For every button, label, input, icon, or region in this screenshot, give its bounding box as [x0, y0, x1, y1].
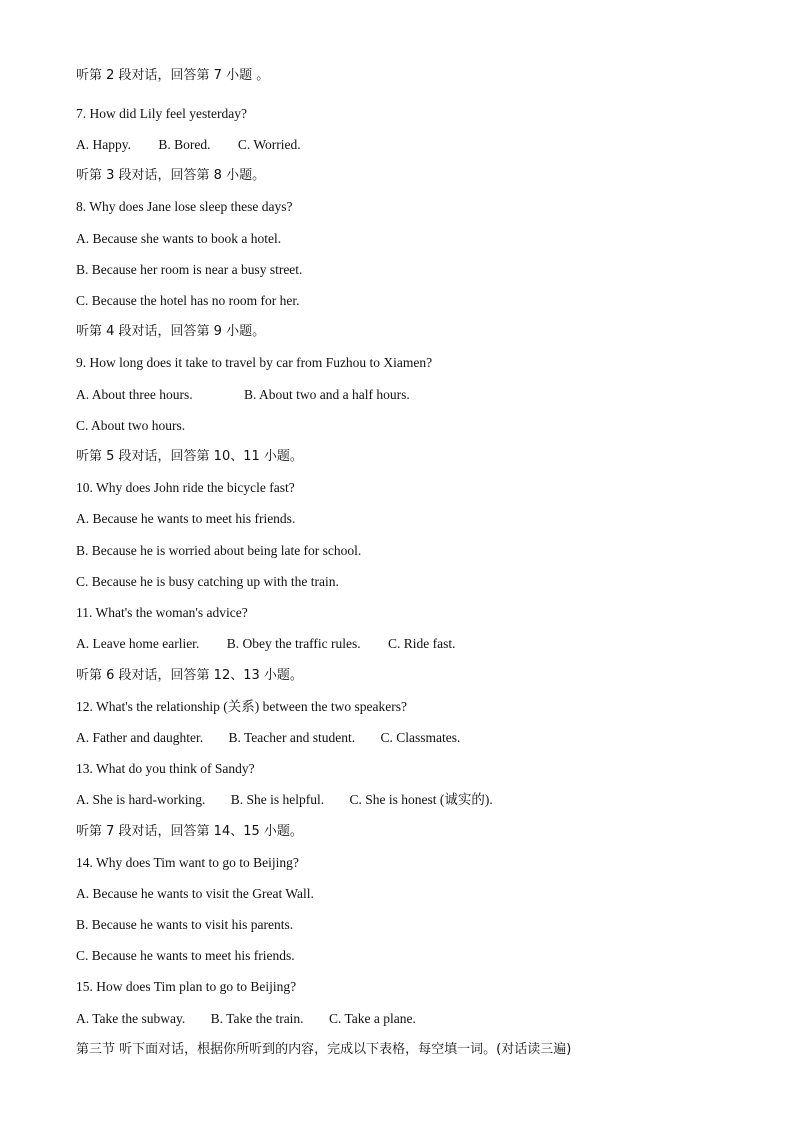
option-9a: A. About three hours. [76, 387, 193, 402]
question-9: 9. How long does it take to travel by car from Fuzhou to Xiamen? [76, 355, 433, 370]
options-12 [76, 730, 460, 746]
option-9c: C. About two hours. [76, 418, 186, 433]
question-8: 8. Why does Jane lose sleep these days? [76, 199, 293, 214]
option-8c: C. Because the hotel has no room for her. [76, 293, 300, 308]
option-13b: B. She is helpful. [230, 792, 325, 807]
section-heading-part3: 第三节 听下面对话，根据你所听到的内容，完成以下表格，每空填一词。(对话读三遍) [76, 1042, 572, 1057]
option-12a: A. Father and daughter. [76, 730, 204, 745]
option-15b: B. Take the train. [210, 1011, 304, 1026]
option-10c: C. Because he is busy catching up with the train. [76, 574, 339, 589]
option-14a: A. Because he wants to visit the Great Wall. [76, 886, 314, 901]
section-heading-2: 听第 2 段对话，回答第 7 小题 。 [76, 68, 270, 83]
option-10a: A. Because he wants to meet his friends. [76, 511, 296, 526]
option-11c: C. Ride fast. [388, 636, 456, 651]
option-14c: C. Because he wants to meet his friends. [76, 948, 295, 963]
options-9 [76, 387, 410, 403]
options-15 [76, 1011, 416, 1027]
option-13c: C. She is honest (诚实的). [349, 792, 493, 807]
section-heading-4: 听第 4 段对话，回答第 9 小题。 [76, 324, 266, 339]
option-10b: B. Because he is worried about being late for school. [76, 543, 362, 558]
option-12b: B. Teacher and student. [228, 730, 356, 745]
option-8a: A. Because she wants to book a hotel. [76, 231, 282, 246]
options-7 [76, 137, 301, 153]
question-14: 14. Why does Tim want to go to Beijing? [76, 855, 299, 870]
option-15a: A. Take the subway. [76, 1011, 186, 1026]
option-7b: B. Bored. [158, 137, 211, 152]
option-7c: C. Worried. [237, 137, 301, 152]
section-heading-5: 听第 5 段对话，回答第 10、11 小题。 [76, 449, 303, 464]
option-15c: C. Take a plane. [328, 1011, 416, 1026]
options-11 [76, 636, 456, 652]
options-13 [76, 792, 493, 808]
option-13a: A. She is hard-working. [76, 792, 206, 807]
question-15: 15. How does Tim plan to go to Beijing? [76, 979, 297, 994]
question-13: 13. What do you think of Sandy? [76, 761, 255, 776]
section-heading-7: 听第 7 段对话，回答第 14、15 小题。 [76, 824, 303, 839]
option-9b: B. About two and a half hours. [243, 387, 410, 402]
section-heading-3: 听第 3 段对话，回答第 8 小题。 [76, 168, 266, 183]
section-heading-6: 听第 6 段对话，回答第 12、13 小题。 [76, 668, 303, 683]
option-14b: B. Because he wants to visit his parents. [76, 917, 294, 932]
question-11: 11. What's the woman's advice? [76, 605, 248, 620]
option-12c: C. Classmates. [380, 730, 461, 745]
option-7a: A. Happy. [76, 137, 131, 152]
option-11b: B. Obey the traffic rules. [226, 636, 361, 651]
question-7: 7. How did Lily feel yesterday? [76, 106, 247, 121]
option-11a: A. Leave home earlier. [76, 636, 200, 651]
question-10: 10. Why does John ride the bicycle fast? [76, 480, 295, 495]
question-12: 12. What's the relationship (关系) between the two speakers? [76, 699, 407, 714]
option-8b: B. Because her room is near a busy street. [76, 262, 303, 277]
